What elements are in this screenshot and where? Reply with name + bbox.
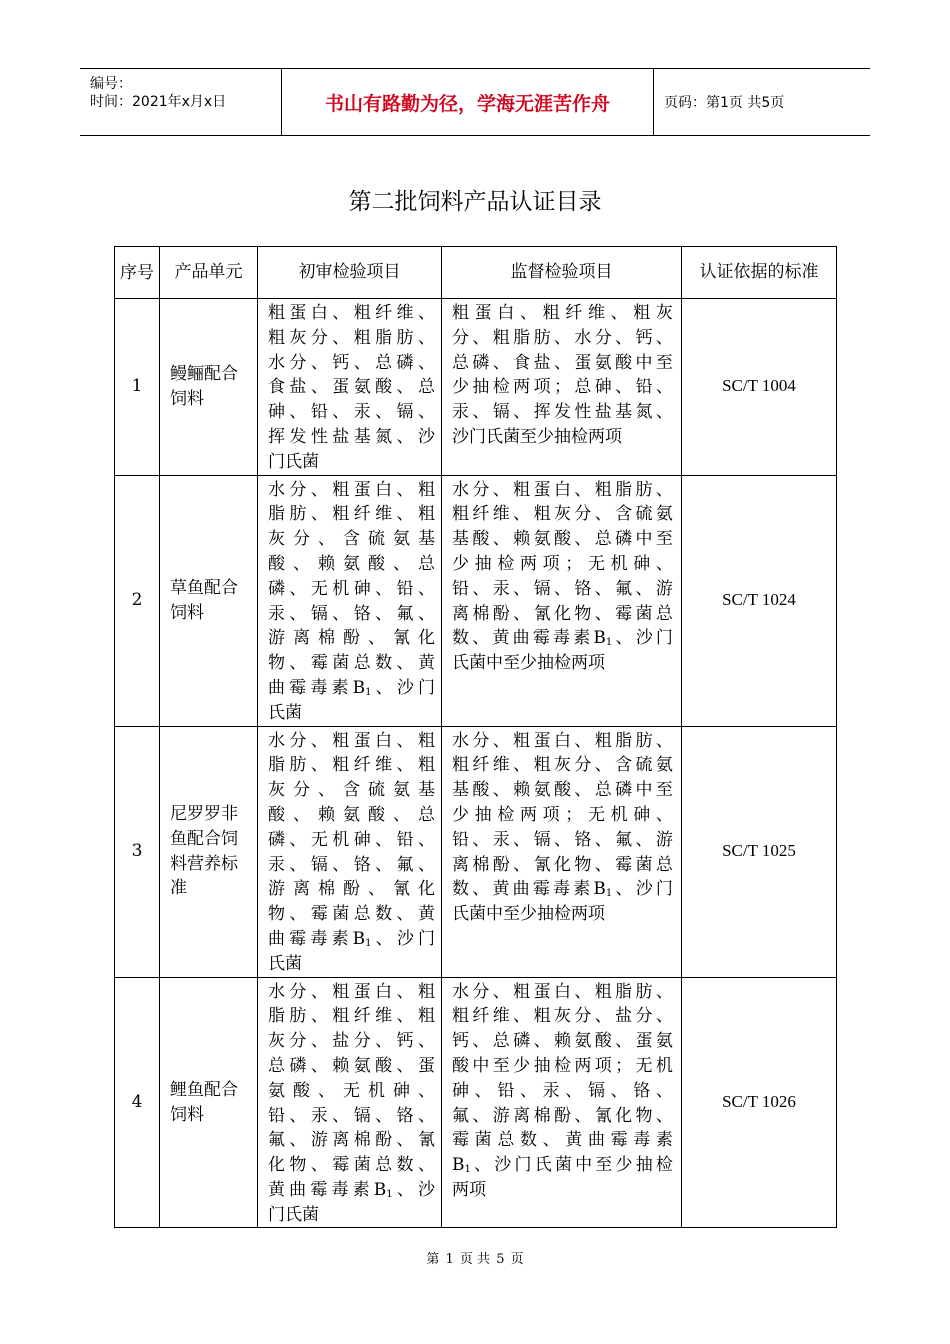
cell-line: 沙 门 氏 菌 至 少 抽 检 两 项 <box>452 426 622 447</box>
footer-suffix: 页 <box>510 1252 524 1267</box>
footer-mid: 页 共 <box>459 1252 491 1267</box>
cell-line: 化 物 、 霉 菌 总 数 、 <box>268 1155 435 1176</box>
document-number-label: 编号： <box>90 76 132 92</box>
cell-line: 水 分 、 粗 蛋 白 、 粗 脂 肪 、 <box>452 981 673 1002</box>
cell-line: 霉 菌 总 数 、 黄 曲 霉 毒 素 <box>452 1130 673 1151</box>
cell-line: 挥 发 性 盐 基 氮 、 沙 <box>268 426 435 447</box>
cell-line: 磷 、 无 机 砷 、 铅 、 <box>268 578 435 599</box>
cell-line: 食 盐 、 蛋 氨 酸 、 总 <box>268 377 435 398</box>
table-row <box>115 299 837 476</box>
cell-line: 门 氏 菌 <box>268 451 319 472</box>
cell-line: 门 氏 菌 <box>268 1204 319 1225</box>
cell-line: 灰 分 、 含 硫 氨 基 <box>268 529 435 550</box>
cell-line: 汞 、 镉 、 铬 、 氟 、 <box>268 603 435 624</box>
cell-line: 粗 蛋 白 、 粗 纤 维 、 粗 灰 <box>452 303 673 323</box>
cell-line: 曲 霉 毒 素 $B_1$ 、 沙 门 <box>268 677 435 698</box>
cell-line: 脂 肪 、 粗 纤 维 、 粗 <box>268 504 435 525</box>
row-seq: 4 <box>115 977 160 1228</box>
footer-current-page: 1 <box>445 1252 454 1267</box>
row-supervision-items <box>442 475 682 726</box>
cell-line: 灰 分 、 盐 分 、 钙 、 <box>268 1031 435 1052</box>
cell-line: 酸 、 赖 氨 酸 、 总 <box>268 804 435 825</box>
cell-line: 两 项 <box>452 1179 486 1200</box>
header-page-info: 页码：第1页 共5页 <box>664 95 785 111</box>
cell-line: 游 离 棉 酚 、 氰 化 <box>268 628 435 649</box>
table-header-row <box>115 247 837 299</box>
page-header <box>80 68 870 136</box>
cell-line: 钙 、 总 磷 、 赖 氨 酸 、 蛋 氨 <box>452 1031 673 1052</box>
row-product-unit: 尼罗罗非鱼配合饲料营养标准 <box>160 726 258 977</box>
cell-line: 离 棉 酚 、 氰 化 物 、 霉 菌 总 <box>452 603 673 624</box>
cell-line: 砷 、 铅 、 汞 、 镉 、 <box>268 402 435 423</box>
cell-line: 铅 、 汞 、 镉 、 铬 、 氟 、 游 <box>452 829 673 850</box>
row-standard: SC/T 1025 <box>682 726 837 977</box>
cell-line: 铅 、 汞 、 镉 、 铬 、 <box>268 1105 435 1126</box>
cell-line: 水 分 、 粗 蛋 白 、 粗 <box>268 730 435 751</box>
cell-line: 粗 纤 维 、 粗 灰 分 、 含 硫 氨 <box>452 755 673 776</box>
cell-line: 基 酸 、 赖 氨 酸 、 总 磷 中 至 <box>452 529 673 550</box>
footer-total-pages: 5 <box>496 1252 505 1267</box>
cell-line: 水 分 、 粗 蛋 白 、 粗 脂 肪 、 <box>452 479 673 500</box>
cell-line: 数 、 黄 曲 霉 毒 素 $B_1$ 、 沙 门 <box>452 879 673 900</box>
row-standard: SC/T 1004 <box>682 299 837 476</box>
cell-line: 氟 、 游 离 棉 酚 、 氰 <box>268 1130 435 1151</box>
cell-line: 汞 、 镉 、 挥 发 性 盐 基 氮 、 <box>452 402 673 423</box>
cell-line: 基 酸 、 赖 氨 酸 、 总 磷 中 至 <box>452 780 673 801</box>
page-footer <box>0 1248 950 1267</box>
cell-line: 少 抽 检 两 项 ； 无 机 砷 、 <box>452 553 673 574</box>
certification-table <box>114 246 837 1228</box>
row-initial-items <box>258 475 442 726</box>
cell-line: 氏 菌 <box>268 702 302 723</box>
row-supervision-items <box>442 299 682 476</box>
cell-line: 酸 中 至 少 抽 检 两 项 ； 无 机 <box>452 1055 673 1076</box>
cell-line: 游 离 棉 酚 、 氰 化 <box>268 879 435 900</box>
cell-line: 水 分 、 粗 蛋 白 、 粗 脂 肪 、 <box>452 730 673 751</box>
footer-prefix: 第 <box>426 1252 440 1267</box>
cell-line: 脂 肪 、 粗 纤 维 、 粗 <box>268 755 435 776</box>
cell-line: 灰 分 、 含 硫 氨 基 <box>268 780 435 801</box>
row-product-unit: 草鱼配合饲料 <box>160 475 258 726</box>
cell-line: 粗 纤 维 、 粗 灰 分 、 盐 分 、 <box>452 1006 673 1027</box>
cell-line: 氏 菌 中 至 少 抽 检 两 项 <box>452 653 605 674</box>
table-row <box>115 475 837 726</box>
cell-line: 酸 、 赖 氨 酸 、 总 <box>268 553 435 574</box>
cell-line: 汞 、 镉 、 铬 、 氟 、 <box>268 854 435 875</box>
cell-line: 氏 菌 中 至 少 抽 检 两 项 <box>452 904 605 925</box>
table-row <box>115 977 837 1228</box>
cell-line: 离 棉 酚 、 氰 化 物 、 霉 菌 总 <box>452 854 673 875</box>
cell-line: 砷 、 铅 、 汞 、 镉 、 铬 、 <box>452 1080 673 1101</box>
cell-line: 总 磷 、 赖 氨 酸 、 蛋 <box>268 1055 435 1076</box>
document-title: 第二批饲料产品认证目录 <box>348 189 602 215</box>
cell-line: 铅 、 汞 、 镉 、 铬 、 氟 、 游 <box>452 578 673 599</box>
table-row <box>115 726 837 977</box>
cell-line: 曲 霉 毒 素 $B_1$ 、 沙 门 <box>268 928 435 949</box>
cell-line: 数 、 黄 曲 霉 毒 素 $B_1$ 、 沙 门 <box>452 628 673 649</box>
cell-line: 氨 酸 、 无 机 砷 、 <box>268 1080 435 1101</box>
cell-line: 黄 曲 霉 毒 素 $B_1$ 、 沙 <box>268 1179 435 1200</box>
row-initial-items <box>258 726 442 977</box>
row-seq: 2 <box>115 475 160 726</box>
row-supervision-items <box>442 726 682 977</box>
cell-line: 水 分 、 粗 蛋 白 、 粗 <box>268 479 435 500</box>
cell-line: 粗 灰 分 、 粗 脂 肪 、 <box>268 327 435 348</box>
cell-line: 水 分 、 粗 蛋 白 、 粗 <box>268 981 435 1002</box>
row-seq: 1 <box>115 299 160 476</box>
cell-line: 物 、 霉 菌 总 数 、 黄 <box>268 904 435 925</box>
cell-line: 粗 蛋 白 、 粗 纤 维 、 <box>268 303 435 323</box>
row-initial-items <box>258 977 442 1228</box>
cell-line: $B_1$ 、 沙 门 氏 菌 中 至 少 抽 检 <box>452 1155 673 1176</box>
header-product-unit: 产品单元 <box>160 247 258 299</box>
row-supervision-items <box>442 977 682 1228</box>
row-seq: 3 <box>115 726 160 977</box>
row-initial-items <box>258 299 442 476</box>
row-product-unit: 鳗鲡配合饲料 <box>160 299 258 476</box>
cell-line: 粗 纤 维 、 粗 灰 分 、 含 硫 氨 <box>452 504 673 525</box>
cell-line: 物 、 霉 菌 总 数 、 黄 <box>268 653 435 674</box>
header-standard: 认证依据的标准 <box>682 247 837 299</box>
cell-line: 少 抽 检 两 项 ； 无 机 砷 、 <box>452 804 673 825</box>
cell-line: 分 、 粗 脂 肪 、 水 分 、 钙 、 <box>452 327 673 348</box>
row-product-unit: 鲤鱼配合饲料 <box>160 977 258 1228</box>
header-supervision-items: 监督检验项目 <box>442 247 682 299</box>
header-seq: 序号 <box>115 247 160 299</box>
cell-line: 磷 、 无 机 砷 、 铅 、 <box>268 829 435 850</box>
row-standard: SC/T 1024 <box>682 475 837 726</box>
cell-line: 总 磷 、 食 盐 、 蛋 氨 酸 中 至 <box>452 352 673 373</box>
cell-line: 水 分 、 钙 、 总 磷 、 <box>268 352 435 373</box>
header-motto: 书山有路勤为径，学海无涯苦作舟 <box>282 69 654 135</box>
cell-line: 脂 肪 、 粗 纤 维 、 粗 <box>268 1006 435 1027</box>
document-date: 时间：2021年x月x日 <box>90 94 227 110</box>
header-meta <box>80 69 282 135</box>
header-initial-items: 初审检验项目 <box>258 247 442 299</box>
row-standard: SC/T 1026 <box>682 977 837 1228</box>
cell-line: 氟 、 游 离 棉 酚 、 氰 化 物 、 <box>452 1105 673 1126</box>
cell-line: 少 抽 检 两 项 ； 总 砷 、 铅 、 <box>452 377 673 398</box>
cell-line: 氏 菌 <box>268 953 302 974</box>
